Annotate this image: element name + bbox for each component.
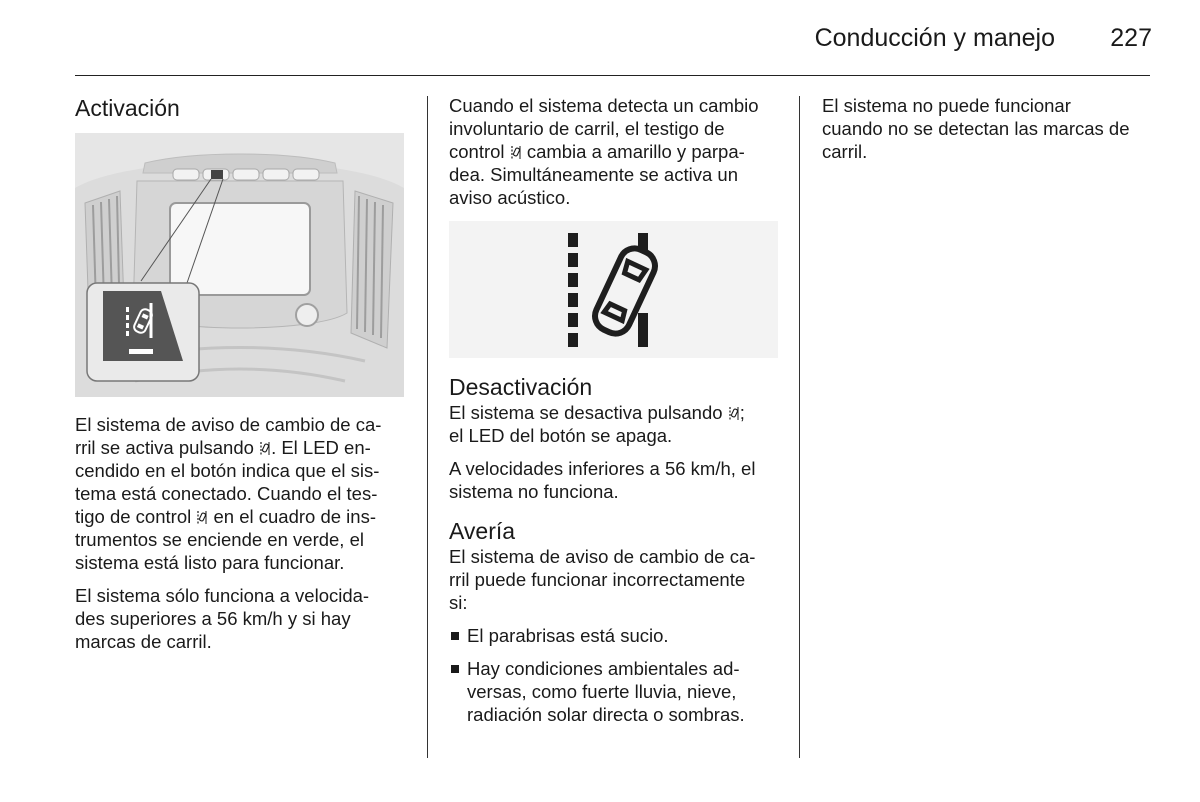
column-divider-2 bbox=[799, 96, 800, 758]
header-divider bbox=[75, 75, 1150, 76]
activation-line-5: tigo de control bbox=[75, 506, 192, 527]
lane-departure-icon bbox=[260, 441, 270, 456]
column-1 bbox=[75, 94, 410, 663]
lane-warning-symbol-figure bbox=[449, 221, 778, 358]
activation-line-6: trumentos se enciende en verde, el bbox=[75, 529, 364, 550]
detection-line-4: dea. Simultáneamente se activa un bbox=[449, 164, 738, 185]
lane-departure-icon bbox=[729, 406, 739, 421]
bullet-2-line-3: radiación solar directa o sombras. bbox=[467, 704, 745, 725]
heading-activacion: Activación bbox=[75, 95, 180, 121]
bullet-1-line-1: El parabrisas está sucio. bbox=[467, 625, 669, 646]
deactivation-line-2: el LED del botón se apaga. bbox=[449, 425, 673, 446]
speed-line-2: des superiores a 56 km/h y si hay bbox=[75, 608, 351, 629]
heading-desactivacion: Desactivación bbox=[449, 374, 593, 400]
lane-departure-icon bbox=[197, 510, 207, 525]
detection-line-3: control bbox=[449, 141, 505, 162]
column-2 bbox=[449, 94, 784, 736]
fault-conditions-list bbox=[449, 624, 784, 726]
paragraph-fault bbox=[449, 545, 784, 614]
lane-departure-icon bbox=[511, 145, 521, 160]
detection-line-5: aviso acústico. bbox=[449, 187, 571, 208]
detection-line-3b: cambia a amarillo y parpa- bbox=[526, 141, 745, 162]
speed-line-3: marcas de carril. bbox=[75, 631, 212, 652]
low-speed-line-1: A velocidades inferiores a 56 km/h, el bbox=[449, 458, 756, 479]
speed-line-1: El sistema sólo funciona a velocida- bbox=[75, 585, 370, 606]
activation-line-2b: . El LED en- bbox=[271, 437, 371, 458]
detection-line-2: involuntario de carril, el testigo de bbox=[449, 118, 725, 139]
paragraph-speed-condition bbox=[75, 584, 410, 653]
page-number: 227 bbox=[1110, 24, 1152, 52]
fault-line-1: El sistema de aviso de cambio de ca- bbox=[449, 546, 756, 567]
fault-line-3: si: bbox=[449, 592, 468, 613]
no-markings-line-2: cuando no se detectan las marcas de bbox=[822, 118, 1130, 139]
column-divider-1 bbox=[427, 96, 428, 758]
deactivation-line-1b: ; bbox=[739, 402, 745, 423]
activation-line-3: cendido en el botón indica que el sis- bbox=[75, 460, 380, 481]
low-speed-line-2: sistema no funciona. bbox=[449, 481, 619, 502]
paragraph-no-markings bbox=[822, 94, 1157, 163]
list-item bbox=[449, 624, 784, 647]
section-title: Conducción y manejo bbox=[814, 24, 1055, 52]
activation-line-4: tema está conectado. Cuando el tes- bbox=[75, 483, 378, 504]
paragraph-low-speed bbox=[449, 457, 784, 503]
column-3 bbox=[822, 94, 1157, 173]
paragraph-detection bbox=[449, 94, 784, 209]
paragraph-deactivation bbox=[449, 401, 784, 447]
no-markings-line-1: El sistema no puede funcionar bbox=[822, 95, 1071, 116]
list-item bbox=[449, 657, 784, 726]
bullet-2-line-2: versas, como fuerte lluvia, nieve, bbox=[467, 681, 737, 702]
detection-line-1: Cuando el sistema detecta un cambio bbox=[449, 95, 759, 116]
paragraph-activation bbox=[75, 413, 410, 574]
bullet-2-line-1: Hay condiciones ambientales ad- bbox=[467, 658, 740, 679]
activation-line-5b: en el cuadro de ins- bbox=[213, 506, 376, 527]
fault-line-2: rril puede funcionar incorrectamente bbox=[449, 569, 746, 590]
no-markings-line-3: carril. bbox=[822, 141, 868, 162]
heading-averia: Avería bbox=[449, 518, 516, 544]
deactivation-line-1: El sistema se desactiva pulsando bbox=[449, 402, 723, 423]
activation-line-2: rril se activa pulsando bbox=[75, 437, 254, 458]
activation-line-7: sistema está listo para funcionar. bbox=[75, 552, 345, 573]
dashboard-illustration bbox=[75, 133, 404, 397]
activation-line-1: El sistema de aviso de cambio de ca- bbox=[75, 414, 382, 435]
